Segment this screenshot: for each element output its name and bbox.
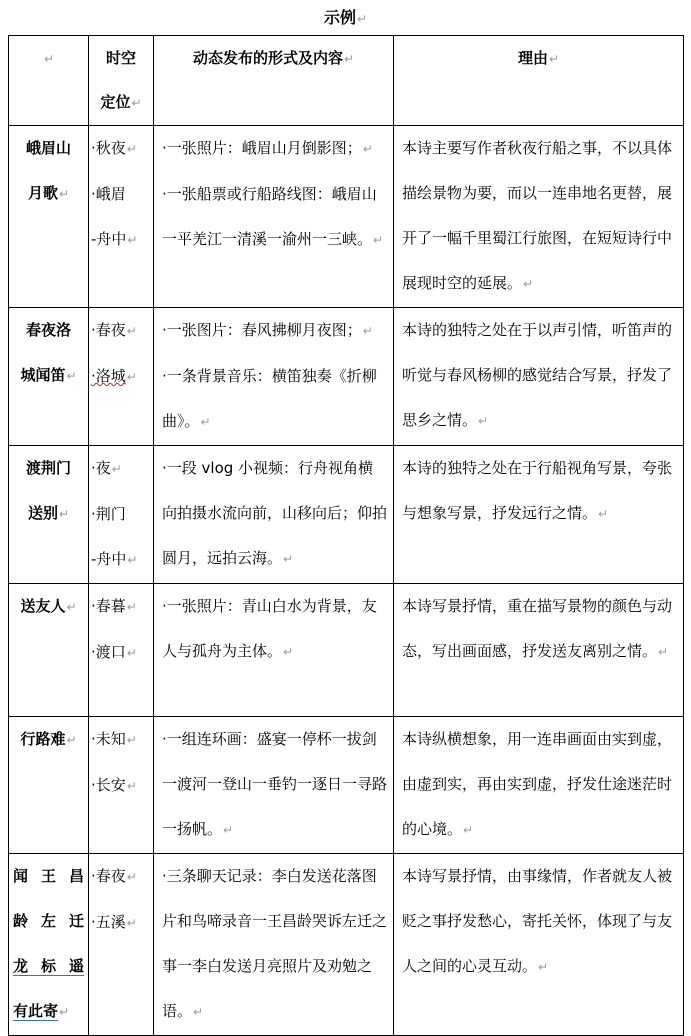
poem-title-line: 闻王昌 [13, 867, 84, 885]
reason-text: 本诗的独特之处在于以声引情，听笛声的听觉与春风杨柳的感觉结合写景，抒发了思乡之情。 [402, 321, 673, 429]
time-space-cell: ·春夜↵ ·洛城↵ [89, 308, 154, 446]
poem-table [8, 35, 684, 1036]
table-row [9, 717, 684, 854]
form-content-cell: ·一张照片：峨眉山月倒影图；↵ ·一张船票或行船路线图：峨眉山一平羌江一清溪一渝州一三峡。↵ [154, 126, 394, 308]
poem-title-line: 渡荆门 [25, 459, 71, 477]
header-form-text: 动态发布的形式及内容 [192, 49, 343, 67]
paragraph-mark-icon: ↵ [548, 52, 560, 66]
poem-title-line: 送别 [27, 504, 58, 522]
reason-cell: 本诗纵横想象，用一连串画面由实到虚，由虚到实，再由实到虚，抒发仕途迷茫时的心境。↵ [394, 717, 684, 854]
time-space-item: ·长安 [91, 776, 126, 794]
time-space-item: ·春夜 [91, 321, 126, 339]
reason-cell: 本诗的独特之处在于行船视角写景，夸张与想象写景，抒发远行之情。↵ [394, 446, 684, 584]
time-space-cell: ·秋夜↵ ·峨眉 -舟中↵ [89, 126, 154, 308]
time-space-item: ·夜 [91, 459, 111, 477]
form-item: ·一张照片：青山白水为背景，友人与孤舟为主体。 [162, 597, 377, 660]
poem-title-cell: 闻王昌 龄左迁 龙标遥 有此寄↵ [9, 854, 89, 1036]
paragraph-mark-icon: ↵ [131, 96, 142, 110]
form-item: ·一张照片：峨眉山月倒影图； [162, 139, 362, 157]
header-cell-empty [9, 36, 89, 126]
header-time-space-line2: 定位 [100, 93, 131, 111]
time-space-item: -舟中 [91, 550, 127, 568]
header-time-space-line1: 时空 [105, 49, 136, 67]
table-caption [0, 0, 691, 32]
time-space-cell: ·春暮↵ ·渡口↵ [89, 584, 154, 717]
table-row [9, 446, 684, 584]
header-cell-time-space [89, 36, 154, 126]
time-space-item: ·峨眉 [91, 185, 126, 203]
paragraph-mark-icon: ↵ [356, 12, 368, 26]
reason-cell: 本诗主要写作者秋夜行船之事，不以具体描绘景物为要，而以一连串地名更替，展开了一幅千里蜀江行旅图，在短短诗行中展现时空的延展。↵ [394, 126, 684, 308]
form-content-cell: ·一组连环画：盛宴一停杯一拔剑一渡河一登山一垂钓一逐日一寻路一扬帆。↵ [154, 717, 394, 854]
reason-cell: 本诗的独特之处在于以声引情，听笛声的听觉与春风杨柳的感觉结合写景，抒发了思乡之情。↵ [394, 308, 684, 446]
poem-title-line: 有此寄 [13, 1002, 59, 1020]
form-content-cell: ·一张图片：春风拂柳月夜图；↵ ·一条背景音乐：横笛独奏《折柳曲》。↵ [154, 308, 394, 446]
poem-title-line: 行路难 [20, 730, 66, 748]
table-row [9, 584, 684, 717]
reason-cell: 本诗写景抒情，由事缘情，作者就友人被贬之事抒发愁心，寄托关怀，体现了与友人之间的心灵互动。↵ [394, 854, 684, 1036]
poem-title-line: 城闻笛 [20, 366, 66, 384]
form-content-cell: ·三条聊天记录：李白发送花落图片和鸟啼录音一王昌龄哭诉左迁之事一李白发送月亮照片及劝勉之语。↵ [154, 854, 394, 1036]
table-row [9, 126, 684, 308]
time-space-cell: ·夜↵ ·荆门 -舟中↵ [89, 446, 154, 584]
table-row [9, 308, 684, 446]
time-space-item: -舟中 [91, 230, 127, 248]
paragraph-mark-icon: ↵ [343, 52, 355, 66]
time-space-item: ·荆门 [91, 505, 126, 523]
form-content-cell: ·一张照片：青山白水为背景，友人与孤舟为主体。↵ [154, 584, 394, 717]
form-item: ·一条背景音乐：横笛独奏《折柳曲》。 [162, 367, 377, 430]
header-reason-text: 理由 [517, 49, 548, 67]
poem-title-line: 送友人 [20, 597, 66, 615]
time-space-item: ·秋夜 [91, 139, 126, 157]
table-header-row [9, 36, 684, 126]
caption-text: 示例 [323, 8, 356, 27]
table-row [9, 854, 684, 1036]
poem-title-cell: 行路难↵ [9, 717, 89, 854]
poem-title-cell: 峨眉山 月歌↵ [9, 126, 89, 308]
form-content-cell: ·一段 vlog 小视频：行舟视角横向拍摄水流向前，山移向后；仰拍圆月，远拍云海。↵ [154, 446, 394, 584]
form-item: ·三条聊天记录：李白发送花落图片和鸟啼录音一王昌龄哭诉左迁之事一李白发送月亮照片及劝勉之语。 [162, 867, 388, 1020]
poem-title-cell: 送友人↵ [9, 584, 89, 717]
poem-title-line: 龙标遥 [13, 957, 84, 975]
reason-text: 本诗的独特之处在于行船视角写景，夸张与想象写景，抒发远行之情。 [402, 459, 673, 522]
form-item: ·一组连环画：盛宴一停杯一拔剑一渡河一登山一垂钓一逐日一寻路一扬帆。 [162, 730, 388, 838]
time-space-item: ·洛城 [91, 367, 126, 385]
time-space-cell: ·未知↵ ·长安↵ [89, 717, 154, 854]
header-cell-reason [394, 36, 684, 126]
reason-text: 本诗纵横想象，用一连串画面由实到虚，由虚到实，再由实到虚，抒发仕途迷茫时的心境。 [402, 730, 673, 838]
reason-text: 本诗写景抒情，重在描写景物的颜色与动态，写出画面感，抒发送友离别之情。 [402, 597, 673, 660]
poem-title-cell: 春夜洛 城闻笛↵ [9, 308, 89, 446]
poem-title-line: 峨眉山 [25, 139, 71, 157]
poem-title-line: 龄左迁 [13, 912, 84, 930]
time-space-item: ·五溪 [91, 913, 126, 931]
reason-cell: 本诗写景抒情，重在描写景物的颜色与动态，写出画面感，抒发送友离别之情。↵ [394, 584, 684, 717]
form-item: ·一段 vlog 小视频：行舟视角横向拍摄水流向前，山移向后；仰拍圆月，远拍云海。 [162, 459, 388, 567]
form-item: ·一张图片：春风拂柳月夜图； [162, 321, 362, 339]
reason-text: 本诗写景抒情，由事缘情，作者就友人被贬之事抒发愁心，寄托关怀，体现了与友人之间的心灵互动。 [402, 867, 673, 975]
poem-title-line: 月歌 [27, 184, 58, 202]
poem-title-cell: 渡荆门 送别↵ [9, 446, 89, 584]
time-space-item: ·春暮 [91, 597, 126, 615]
poem-title-line: 春夜洛 [25, 321, 71, 339]
form-item: ·一张船票或行船路线图：峨眉山一平羌江一清溪一渝州一三峡。 [162, 185, 377, 248]
header-cell-form [154, 36, 394, 126]
time-space-item: ·未知 [91, 730, 126, 748]
paragraph-mark-icon: ↵ [43, 52, 55, 66]
reason-text: 本诗主要写作者秋夜行船之事，不以具体描绘景物为要，而以一连串地名更替，展开了一幅千里蜀江行旅图，在短短诗行中展现时空的延展。 [402, 139, 673, 292]
time-space-item: ·春夜 [91, 867, 126, 885]
time-space-cell: ·春夜↵ ·五溪↵ [89, 854, 154, 1036]
time-space-item: ·渡口 [91, 643, 126, 661]
